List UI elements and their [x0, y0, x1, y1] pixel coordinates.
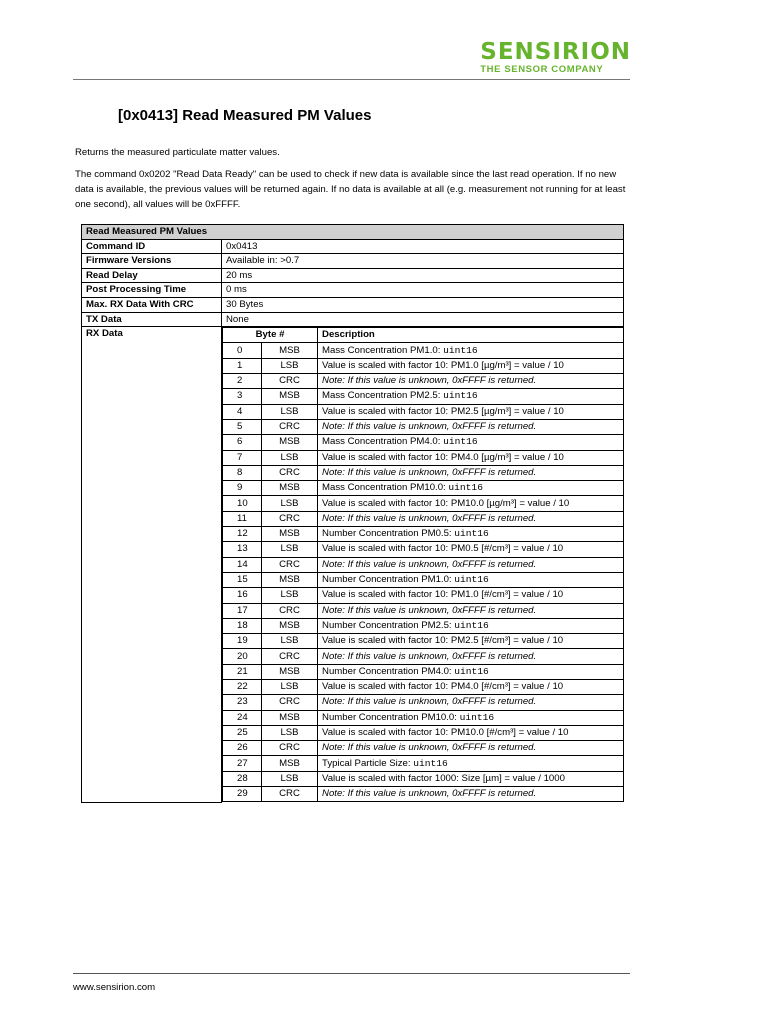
- byte-index: 5: [223, 419, 262, 434]
- table-row: [223, 572, 624, 587]
- data-type-code: uint16: [454, 619, 489, 631]
- byte-part: MSB: [262, 435, 318, 450]
- byte-index: 3: [223, 389, 262, 404]
- table-row: [223, 557, 624, 572]
- rx-data-label: RX Data: [82, 327, 222, 803]
- table-row: [223, 496, 624, 511]
- byte-index: 18: [223, 618, 262, 633]
- byte-part: CRC: [262, 787, 318, 802]
- byte-part: CRC: [262, 695, 318, 710]
- data-type-code: uint16: [443, 390, 478, 402]
- unknown-value-note: Note: If this value is unknown, 0xFFFF is returned.: [318, 695, 623, 710]
- byte-index: 29: [223, 787, 262, 802]
- value-name: [318, 389, 623, 404]
- data-type-code: uint16: [459, 711, 495, 723]
- byte-part: LSB: [262, 725, 318, 740]
- unknown-value-note: Note: If this value is unknown, 0xFFFF is returned.: [318, 465, 623, 480]
- byte-part: LSB: [262, 588, 318, 603]
- byte-column-header: Byte #: [223, 328, 318, 343]
- table-row: [223, 435, 624, 450]
- byte-index: 10: [223, 496, 262, 511]
- data-type-code: uint16: [454, 665, 489, 677]
- table-row: [223, 374, 624, 389]
- byte-index: 4: [223, 404, 262, 419]
- table-row: [223, 419, 624, 434]
- table-row: [82, 254, 624, 269]
- table-row: [223, 450, 624, 465]
- description-column-header: Description: [318, 328, 623, 343]
- byte-part: MSB: [262, 527, 318, 542]
- value-name-text: Number Concentration PM0.5:: [322, 528, 455, 540]
- byte-part: LSB: [262, 771, 318, 786]
- table-row: [223, 741, 624, 756]
- data-type-code: uint16: [443, 436, 478, 448]
- unknown-value-note: Note: If this value is unknown, 0xFFFF is returned.: [318, 374, 623, 389]
- byte-part: MSB: [262, 618, 318, 633]
- byte-part: CRC: [262, 465, 318, 480]
- byte-index: 2: [223, 374, 262, 389]
- byte-part: CRC: [262, 557, 318, 572]
- table-row: [223, 481, 624, 496]
- intro-paragraph: Returns the measured particulate matter values.: [75, 147, 280, 158]
- byte-index: 17: [223, 603, 262, 618]
- scale-description: Value is scaled with factor 10: PM10.0 [#/cm³] = value / 10: [318, 725, 623, 740]
- unknown-value-note: Note: If this value is unknown, 0xFFFF is returned.: [318, 419, 623, 434]
- rx-data-cell: [222, 327, 624, 803]
- byte-part: CRC: [262, 649, 318, 664]
- byte-part: CRC: [262, 419, 318, 434]
- byte-index: 14: [223, 557, 262, 572]
- value-name-text: Mass Concentration PM10.0:: [322, 482, 449, 494]
- table-row: [223, 634, 624, 649]
- table-row: [82, 297, 624, 312]
- byte-part: CRC: [262, 603, 318, 618]
- row-label: TX Data: [82, 312, 222, 327]
- unknown-value-note: Note: If this value is unknown, 0xFFFF is returned.: [318, 741, 623, 756]
- table-row: [223, 695, 624, 710]
- row-label: Max. RX Data With CRC: [82, 297, 222, 312]
- row-value: 0 ms: [222, 283, 624, 298]
- value-name-text: Mass Concentration PM4.0:: [322, 436, 444, 448]
- footer-divider: [73, 973, 630, 974]
- byte-part: LSB: [262, 496, 318, 511]
- unknown-value-note: Note: If this value is unknown, 0xFFFF is returned.: [318, 511, 623, 526]
- byte-part: LSB: [262, 679, 318, 694]
- value-name-text: Typical Particle Size:: [322, 757, 414, 769]
- table-row: [223, 404, 624, 419]
- table-row: [223, 527, 624, 542]
- row-value: 30 Bytes: [222, 297, 624, 312]
- byte-index: 13: [223, 542, 262, 557]
- byte-index: 9: [223, 481, 262, 496]
- table-row: [82, 268, 624, 283]
- table-row: [82, 312, 624, 327]
- byte-index: 1: [223, 358, 262, 373]
- command-spec-table: [81, 224, 624, 803]
- data-ready-paragraph: The command 0x0202 "Read Data Ready" can be used to check if new data is available since the last read operation. If no new data is available, the previous values will be returned again. If no data is available at all (e.g. measurement not running for at least one second), all values will be 0xFFFF.: [75, 169, 626, 210]
- value-name-text: Mass Concentration PM2.5:: [322, 390, 444, 402]
- row-value: None: [222, 312, 624, 327]
- table-row: [82, 239, 624, 254]
- row-label: Firmware Versions: [82, 254, 222, 269]
- logo-tagline: THE SENSOR COMPANY: [480, 64, 604, 75]
- byte-index: 27: [223, 756, 262, 771]
- table-row: [223, 771, 624, 786]
- byte-index: 25: [223, 725, 262, 740]
- byte-part: MSB: [262, 664, 318, 679]
- scale-description: Value is scaled with factor 10: PM10.0 [µg/m³] = value / 10: [318, 496, 623, 511]
- value-name: [318, 618, 623, 633]
- byte-part: CRC: [262, 741, 318, 756]
- byte-index: 19: [223, 634, 262, 649]
- byte-part: LSB: [262, 634, 318, 649]
- byte-part: LSB: [262, 358, 318, 373]
- row-value: 0x0413: [222, 239, 624, 254]
- byte-index: 12: [223, 527, 262, 542]
- scale-description: Value is scaled with factor 10: PM1.0 [µg/m³] = value / 10: [318, 358, 623, 373]
- row-label: Read Delay: [82, 268, 222, 283]
- scale-description: Value is scaled with factor 10: PM2.5 [µg/m³] = value / 10: [318, 404, 623, 419]
- table-row: [223, 787, 624, 802]
- page-title: [0x0413] Read Measured PM Values: [118, 107, 372, 124]
- byte-index: 8: [223, 465, 262, 480]
- byte-index: 15: [223, 572, 262, 587]
- rx-byte-table: [222, 327, 624, 802]
- byte-part: CRC: [262, 511, 318, 526]
- table-row: [223, 389, 624, 404]
- value-name: [318, 343, 623, 358]
- footer-url: www.sensirion.com: [73, 982, 156, 993]
- table-row: [223, 542, 624, 557]
- byte-part: MSB: [262, 481, 318, 496]
- rx-byte-rows: [223, 343, 624, 802]
- scale-description: Value is scaled with factor 10: PM2.5 [#/cm³] = value / 10: [318, 634, 623, 649]
- byte-index: 26: [223, 741, 262, 756]
- data-type-code: uint16: [413, 757, 448, 769]
- value-name: [318, 756, 623, 771]
- byte-index: 23: [223, 695, 262, 710]
- byte-index: 20: [223, 649, 262, 664]
- byte-part: LSB: [262, 404, 318, 419]
- header-divider: [73, 79, 630, 80]
- byte-part: CRC: [262, 374, 318, 389]
- byte-part: MSB: [262, 756, 318, 771]
- value-name-text: Number Concentration PM2.5:: [322, 619, 455, 631]
- byte-index: 7: [223, 450, 262, 465]
- data-type-code: uint16: [443, 344, 478, 356]
- data-type-code: uint16: [448, 482, 483, 494]
- sensirion-logo: [480, 40, 631, 76]
- value-name-text: Mass Concentration PM1.0:: [322, 344, 444, 356]
- scale-description: Value is scaled with factor 10: PM4.0 [µg/m³] = value / 10: [318, 450, 623, 465]
- byte-index: 11: [223, 511, 262, 526]
- byte-part: MSB: [262, 572, 318, 587]
- byte-index: 28: [223, 771, 262, 786]
- byte-index: 16: [223, 588, 262, 603]
- byte-part: LSB: [262, 450, 318, 465]
- table-row: [223, 618, 624, 633]
- rx-data-row: [82, 327, 624, 803]
- table-row: [223, 756, 624, 771]
- table-row: [223, 710, 624, 725]
- unknown-value-note: Note: If this value is unknown, 0xFFFF is returned.: [318, 603, 623, 618]
- data-type-code: uint16: [454, 574, 489, 586]
- row-label: Post Processing Time: [82, 283, 222, 298]
- unknown-value-note: Note: If this value is unknown, 0xFFFF is returned.: [318, 787, 623, 802]
- row-label: Command ID: [82, 239, 222, 254]
- table-row: [223, 588, 624, 603]
- table-row: [223, 358, 624, 373]
- value-name: [318, 481, 623, 496]
- value-name-text: Number Concentration PM4.0:: [322, 665, 455, 677]
- table-row: [223, 603, 624, 618]
- value-name: [318, 435, 623, 450]
- table-title: Read Measured PM Values: [82, 225, 624, 240]
- unknown-value-note: Note: If this value is unknown, 0xFFFF is returned.: [318, 649, 623, 664]
- byte-index: 24: [223, 710, 262, 725]
- value-name: [318, 572, 623, 587]
- byte-part: LSB: [262, 542, 318, 557]
- byte-index: 6: [223, 435, 262, 450]
- scale-description: Value is scaled with factor 10: PM1.0 [#/cm³] = value / 10: [318, 588, 623, 603]
- byte-part: MSB: [262, 389, 318, 404]
- byte-part: MSB: [262, 343, 318, 358]
- byte-part: MSB: [262, 710, 318, 725]
- scale-description: Value is scaled with factor 1000: Size [µm] = value / 1000: [318, 771, 623, 786]
- table-row: [223, 511, 624, 526]
- byte-index: 0: [223, 343, 262, 358]
- byte-index: 21: [223, 664, 262, 679]
- value-name: [318, 710, 623, 725]
- row-value: Available in: >0.7: [222, 254, 624, 269]
- table-row: [223, 465, 624, 480]
- unknown-value-note: Note: If this value is unknown, 0xFFFF is returned.: [318, 557, 623, 572]
- table-row: [223, 725, 624, 740]
- table-row: [82, 283, 624, 298]
- table-row: [223, 649, 624, 664]
- byte-index: 22: [223, 679, 262, 694]
- scale-description: Value is scaled with factor 10: PM4.0 [#/cm³] = value / 10: [318, 679, 623, 694]
- value-name-text: Number Concentration PM10.0:: [322, 711, 460, 723]
- value-name-text: Number Concentration PM1.0:: [322, 574, 455, 586]
- logo-wordmark: SENSIRION: [480, 39, 631, 65]
- table-row: [223, 343, 624, 358]
- value-name: [318, 527, 623, 542]
- table-row: [223, 664, 624, 679]
- row-value: 20 ms: [222, 268, 624, 283]
- value-name: [318, 664, 623, 679]
- table-row: [223, 679, 624, 694]
- data-type-code: uint16: [454, 528, 489, 540]
- scale-description: Value is scaled with factor 10: PM0.5 [#/cm³] = value / 10: [318, 542, 623, 557]
